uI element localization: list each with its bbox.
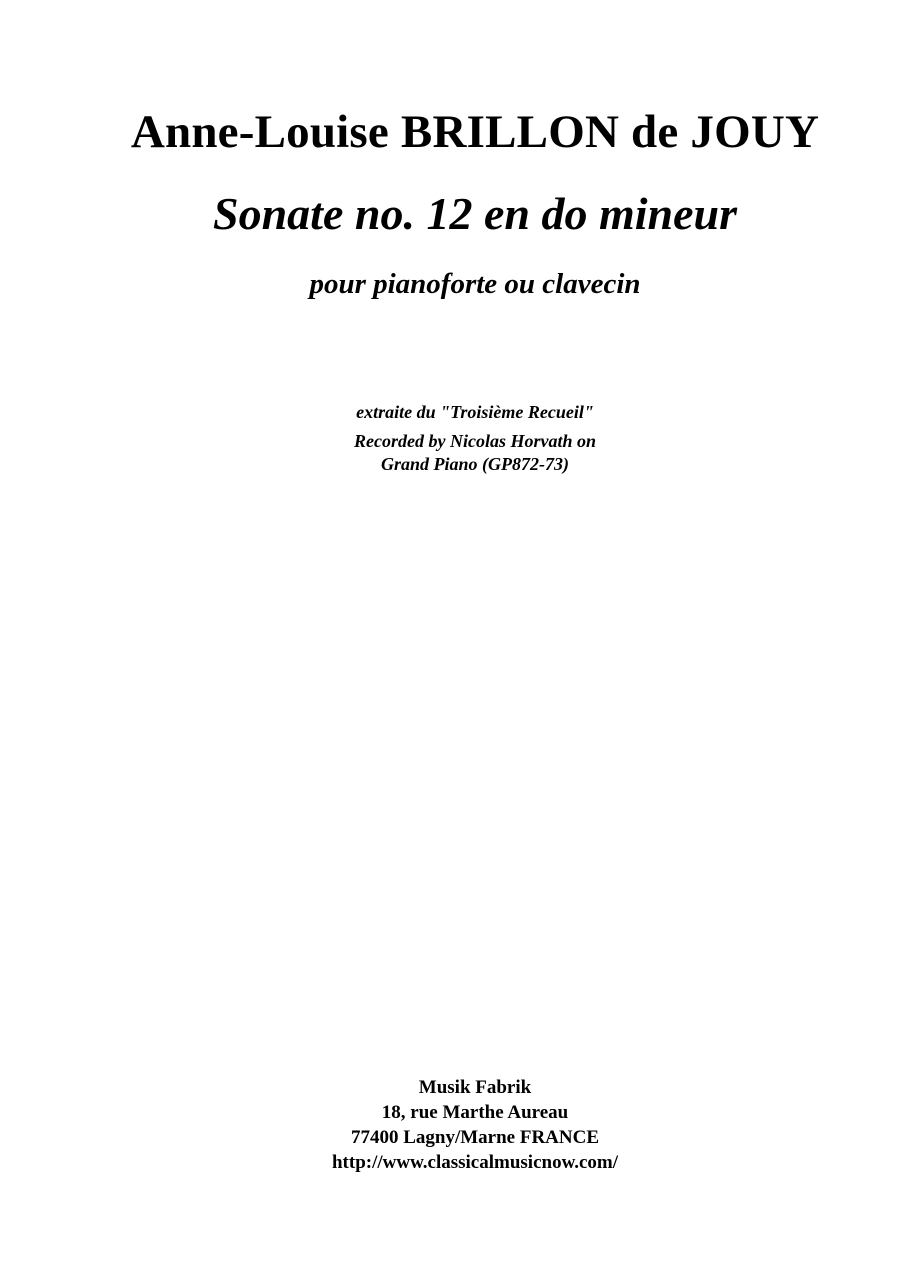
publisher-city: 77400 Lagny/Marne FRANCE [350, 1127, 600, 1148]
publisher-name: Musik Fabrik [418, 1077, 532, 1098]
publisher-url[interactable]: http://www.classicalmusicnow.com/ [331, 1152, 619, 1173]
source-notes [0, 401, 900, 476]
publisher-info [0, 1075, 900, 1175]
instrumentation-subtitle: pour pianoforte ou clavecin [309, 268, 641, 300]
recording-credit-line1: Recorded by Nicolas Horvath on [354, 431, 596, 451]
work-title: Sonate no. 12 en do mineur [213, 188, 737, 239]
recording-credit-line2: Grand Piano (GP872-73) [381, 454, 569, 474]
publisher-street: 18, rue Marthe Aureau [381, 1102, 569, 1123]
source-collection: extraite du "Troisième Recueil" [356, 402, 594, 422]
composer-name: Anne-Louise BRILLON de JOUY [130, 106, 820, 158]
